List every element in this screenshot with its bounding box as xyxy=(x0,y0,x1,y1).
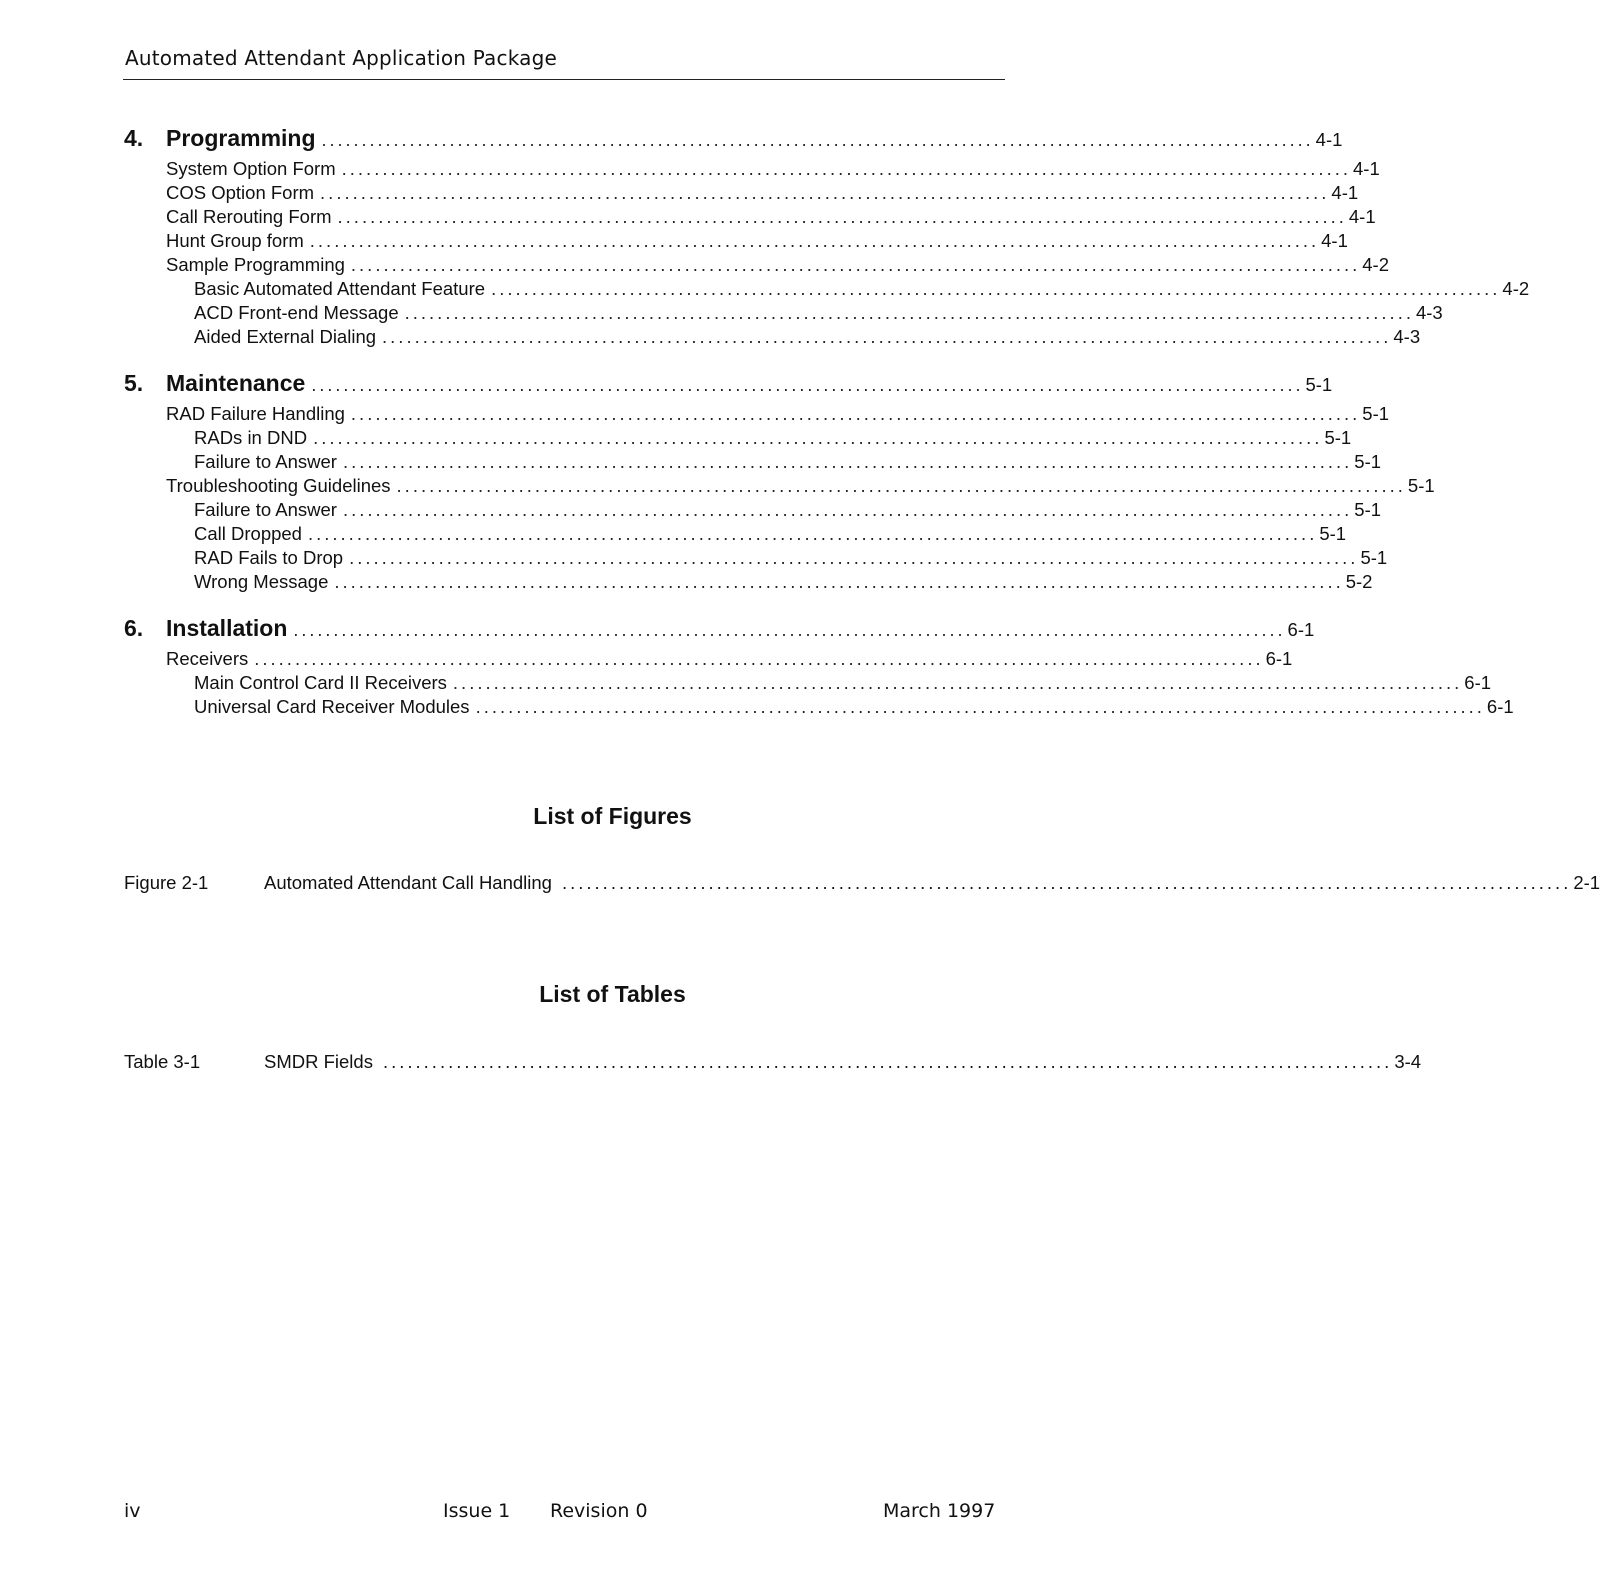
entry-label: Call Dropped xyxy=(194,523,302,544)
footer-date: March 1997 xyxy=(883,1500,996,1522)
entry-label: RAD Fails to Drop xyxy=(194,547,344,568)
leader-dots: ............................................................................................................................ xyxy=(341,158,1351,179)
entry-label: RAD Failure Handling xyxy=(166,403,345,424)
chapter-page: 5-1 xyxy=(1305,374,1333,395)
toc-entry[interactable] xyxy=(194,326,1421,348)
entry-page: 5-1 xyxy=(1324,427,1352,448)
entry-label: RADs in DND xyxy=(194,427,308,448)
leader-dots: ............................................................................................................................ xyxy=(342,451,1353,472)
entry-label: Failure to Answer xyxy=(194,451,337,472)
entry-label: Troubleshooting Guidelines xyxy=(166,475,391,496)
toc-entry[interactable] xyxy=(194,278,1530,300)
entry-label: Main Control Card II Receivers xyxy=(194,672,447,693)
leader-dots: ............................................................................................................................ xyxy=(396,475,1406,496)
leader-dots: ............................................................................................................................ xyxy=(293,620,1286,640)
leader-dots: ............................................................................................................................ xyxy=(452,672,1463,693)
entry-page: 4-1 xyxy=(1348,206,1376,227)
chapter-number: 6. xyxy=(124,615,144,641)
entry-label: Sample Programming xyxy=(166,254,345,275)
toc-entry[interactable] xyxy=(194,523,1347,545)
leader-dots: ............................................................................................................................ xyxy=(309,230,1320,251)
entry-page: 4-1 xyxy=(1353,158,1380,179)
toc-entry[interactable] xyxy=(194,672,1492,694)
chapter-title: Installation xyxy=(166,615,288,641)
toc-entry[interactable] xyxy=(166,182,1359,204)
toc-entry[interactable] xyxy=(166,230,1348,252)
chapter-title: Programming xyxy=(166,125,316,151)
entry-page: 5-1 xyxy=(1319,523,1347,544)
chapter-page: 4-1 xyxy=(1315,129,1343,150)
toc-entry[interactable] xyxy=(166,206,1376,228)
leader-dots: ............................................................................................................................ xyxy=(334,571,1344,592)
toc-entry[interactable] xyxy=(166,648,1293,670)
table-label: Table 3-1 xyxy=(124,1051,201,1072)
leader-dots: ............................................................................................................................ xyxy=(475,696,1485,717)
leader-dots: ............................................................................................................................ xyxy=(320,182,1330,203)
entry-page: 4-1 xyxy=(1331,182,1359,203)
toc-entry[interactable] xyxy=(194,547,1388,569)
leader-dots: ............................................................................................................................ xyxy=(254,648,1264,669)
entry-label: Universal Card Receiver Modules xyxy=(194,696,470,717)
entry-page: 5-1 xyxy=(1354,499,1382,520)
leader-dots: ............................................................................................................................ xyxy=(382,1051,1393,1072)
entry-label: System Option Form xyxy=(166,158,336,179)
leader-dots: ............................................................................................................................ xyxy=(311,375,1304,395)
entry-page: 4-1 xyxy=(1321,230,1348,251)
header-rule xyxy=(123,79,1005,80)
chapter-number: 5. xyxy=(124,370,144,396)
chapter-title: Maintenance xyxy=(166,370,306,396)
toc-entry[interactable] xyxy=(194,451,1382,473)
leader-dots: ............................................................................................................................ xyxy=(342,499,1353,520)
toc-entry[interactable] xyxy=(166,158,1380,180)
entry-page: 5-1 xyxy=(1354,451,1382,472)
list-of-figures-title: List of Figures xyxy=(533,803,692,829)
table-text: SMDR Fields xyxy=(264,1051,373,1072)
toc-chapter-entry[interactable] xyxy=(166,615,1315,642)
entry-label: Failure to Answer xyxy=(194,499,337,520)
leader-dots: ............................................................................................................................ xyxy=(313,427,1323,448)
entry-page: 4-2 xyxy=(1362,254,1390,275)
entry-label: Basic Automated Attendant Feature xyxy=(194,278,486,299)
entry-label: Receivers xyxy=(166,648,249,669)
entry-page: 4-2 xyxy=(1502,278,1530,299)
table-page: 3-4 xyxy=(1394,1051,1422,1072)
entry-label: Hunt Group form xyxy=(166,230,304,251)
leader-dots: ............................................................................................................................ xyxy=(350,403,1361,424)
leader-dots: ............................................................................................................................ xyxy=(337,206,1347,227)
entry-page: 5-1 xyxy=(1360,547,1388,568)
leader-dots: ............................................................................................................................ xyxy=(307,523,1318,544)
entry-page: 5-1 xyxy=(1407,475,1435,496)
entry-page: 6-1 xyxy=(1486,696,1514,717)
entry-page: 5-2 xyxy=(1345,571,1373,592)
toc-entry[interactable] xyxy=(194,499,1382,521)
leader-dots: ............................................................................................................................ xyxy=(350,254,1361,275)
toc-entry[interactable] xyxy=(166,254,1390,276)
leader-dots: ............................................................................................................................ xyxy=(491,278,1501,299)
entry-page: 5-1 xyxy=(1362,403,1390,424)
entry-page: 6-1 xyxy=(1464,672,1492,693)
table-entry[interactable] xyxy=(124,1051,1422,1073)
entry-page: 6-1 xyxy=(1265,648,1293,669)
toc-entry[interactable] xyxy=(194,427,1352,449)
toc-entry[interactable] xyxy=(194,696,1514,718)
leader-dots: ............................................................................................................................ xyxy=(349,547,1359,568)
entry-page: 4-3 xyxy=(1393,326,1421,347)
leader-dots: ............................................................................................................................ xyxy=(561,872,1572,893)
toc-entry[interactable] xyxy=(166,403,1390,425)
toc-entry[interactable] xyxy=(194,571,1373,593)
chapter-number: 4. xyxy=(124,125,144,151)
figure-entry[interactable] xyxy=(124,872,1600,894)
figure-page: 2-1 xyxy=(1573,872,1600,893)
figure-label: Figure 2-1 xyxy=(124,872,209,893)
toc-entry[interactable] xyxy=(166,475,1435,497)
chapter-page: 6-1 xyxy=(1287,619,1315,640)
entry-label: Wrong Message xyxy=(194,571,329,592)
entry-label: COS Option Form xyxy=(166,182,315,203)
toc-chapter-entry[interactable] xyxy=(166,125,1343,152)
leader-dots: ............................................................................................................................ xyxy=(404,302,1414,323)
footer-revision: Revision 0 xyxy=(550,1500,648,1522)
leader-dots: ............................................................................................................................ xyxy=(321,130,1314,150)
footer-page-number: iv xyxy=(124,1500,141,1522)
entry-label: Call Rerouting Form xyxy=(166,206,332,227)
entry-page: 4-3 xyxy=(1415,302,1443,323)
figure-text: Automated Attendant Call Handling xyxy=(264,872,552,893)
footer-issue: Issue 1 xyxy=(443,1500,511,1522)
list-of-tables-title: List of Tables xyxy=(539,981,686,1007)
running-header: Automated Attendant Application Package xyxy=(125,46,557,70)
toc-entry[interactable] xyxy=(194,302,1443,324)
toc-chapter-entry[interactable] xyxy=(166,370,1333,397)
leader-dots: ............................................................................................................................ xyxy=(382,326,1392,347)
entry-label: Aided External Dialing xyxy=(194,326,377,347)
entry-label: ACD Front-end Message xyxy=(194,302,399,323)
